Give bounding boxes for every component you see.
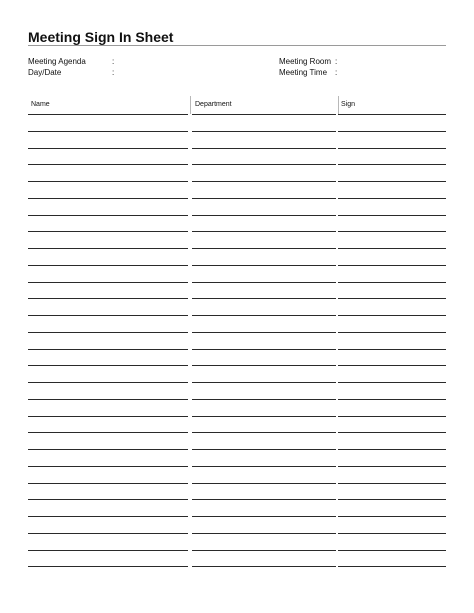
department-row-line xyxy=(192,550,336,551)
department-row-line xyxy=(192,499,336,500)
meeting-room-colon: : xyxy=(335,57,338,66)
name-column-header: Name xyxy=(31,101,50,108)
name-row-line xyxy=(28,298,188,299)
name-row-line xyxy=(28,215,188,216)
meeting-agenda-label: Meeting Agenda xyxy=(28,57,86,66)
name-row-line xyxy=(28,365,188,366)
name-row-line xyxy=(28,231,188,232)
department-row-line xyxy=(192,181,336,182)
day-date-colon: : xyxy=(112,68,115,77)
name-row-line xyxy=(28,449,188,450)
sign-row-line xyxy=(338,298,446,299)
name-header-rule xyxy=(28,114,188,115)
sign-column-header: Sign xyxy=(341,101,356,108)
sign-row-line xyxy=(338,499,446,500)
name-row-line xyxy=(28,181,188,182)
name-row-line xyxy=(28,466,188,467)
department-row-line xyxy=(192,416,336,417)
sign-header-rule xyxy=(338,114,446,115)
sign-row-line xyxy=(338,416,446,417)
department-row-line xyxy=(192,215,336,216)
sign-row-line xyxy=(338,550,446,551)
day-date-label: Day/Date xyxy=(28,68,62,77)
sign-row-line xyxy=(338,483,446,484)
page-title: Meeting Sign In Sheet xyxy=(28,29,174,45)
department-row-line xyxy=(192,432,336,433)
name-row-line xyxy=(28,516,188,517)
name-row-line xyxy=(28,315,188,316)
name-row-line xyxy=(28,265,188,266)
department-row-line xyxy=(192,164,336,165)
sign-row-line xyxy=(338,198,446,199)
name-row-line xyxy=(28,382,188,383)
sign-row-line xyxy=(338,516,446,517)
name-row-line xyxy=(28,248,188,249)
name-row-line xyxy=(28,416,188,417)
sign-column xyxy=(338,96,446,571)
sign-row-line xyxy=(338,382,446,383)
sign-row-line xyxy=(338,332,446,333)
name-row-line xyxy=(28,332,188,333)
name-row-line xyxy=(28,533,188,534)
department-row-line xyxy=(192,198,336,199)
department-column xyxy=(192,96,336,571)
title-underline xyxy=(28,45,446,46)
name-row-line xyxy=(28,164,188,165)
sign-row-line xyxy=(338,131,446,132)
meeting-time-colon: : xyxy=(335,68,338,77)
department-row-line xyxy=(192,298,336,299)
name-row-line xyxy=(28,148,188,149)
department-row-line xyxy=(192,148,336,149)
department-header-rule xyxy=(192,114,336,115)
department-row-line xyxy=(192,282,336,283)
department-row-line xyxy=(192,516,336,517)
department-row-line xyxy=(192,131,336,132)
sign-row-line xyxy=(338,533,446,534)
department-row-line xyxy=(192,365,336,366)
sign-row-line xyxy=(338,449,446,450)
department-row-line xyxy=(192,231,336,232)
department-row-line xyxy=(192,566,336,567)
sign-row-line xyxy=(338,148,446,149)
name-column xyxy=(28,96,188,571)
department-row-line xyxy=(192,382,336,383)
department-row-line xyxy=(192,449,336,450)
meeting-agenda-colon: : xyxy=(112,57,115,66)
name-row-line xyxy=(28,131,188,132)
sign-row-line xyxy=(338,181,446,182)
department-row-line xyxy=(192,466,336,467)
sign-row-line xyxy=(338,399,446,400)
name-row-line xyxy=(28,198,188,199)
sign-row-line xyxy=(338,466,446,467)
department-row-line xyxy=(192,399,336,400)
department-row-line xyxy=(192,332,336,333)
name-row-line xyxy=(28,349,188,350)
sign-row-line xyxy=(338,282,446,283)
meeting-time-label: Meeting Time xyxy=(279,68,328,77)
department-row-line xyxy=(192,248,336,249)
department-row-line xyxy=(192,265,336,266)
sign-row-line xyxy=(338,432,446,433)
sign-row-line xyxy=(338,248,446,249)
department-column-header: Department xyxy=(195,101,232,108)
meeting-time-field xyxy=(279,68,338,77)
department-row-line xyxy=(192,483,336,484)
sign-in-table xyxy=(28,96,446,571)
meeting-room-label: Meeting Room xyxy=(279,57,332,66)
department-row-line xyxy=(192,349,336,350)
name-row-line xyxy=(28,432,188,433)
name-row-line xyxy=(28,399,188,400)
sign-row-line xyxy=(338,566,446,567)
sign-row-line xyxy=(338,265,446,266)
sign-row-line xyxy=(338,349,446,350)
department-row-line xyxy=(192,533,336,534)
sign-row-line xyxy=(338,315,446,316)
department-row-line xyxy=(192,315,336,316)
name-row-line xyxy=(28,566,188,567)
name-row-line xyxy=(28,483,188,484)
day-date-field xyxy=(28,68,115,77)
sign-row-line xyxy=(338,231,446,232)
name-row-line xyxy=(28,499,188,500)
sign-row-line xyxy=(338,215,446,216)
name-row-line xyxy=(28,550,188,551)
name-row-line xyxy=(28,282,188,283)
sign-row-line xyxy=(338,365,446,366)
meeting-agenda-field xyxy=(28,57,115,66)
meeting-room-field xyxy=(279,57,338,66)
name-department-divider xyxy=(190,96,191,114)
sign-row-line xyxy=(338,164,446,165)
